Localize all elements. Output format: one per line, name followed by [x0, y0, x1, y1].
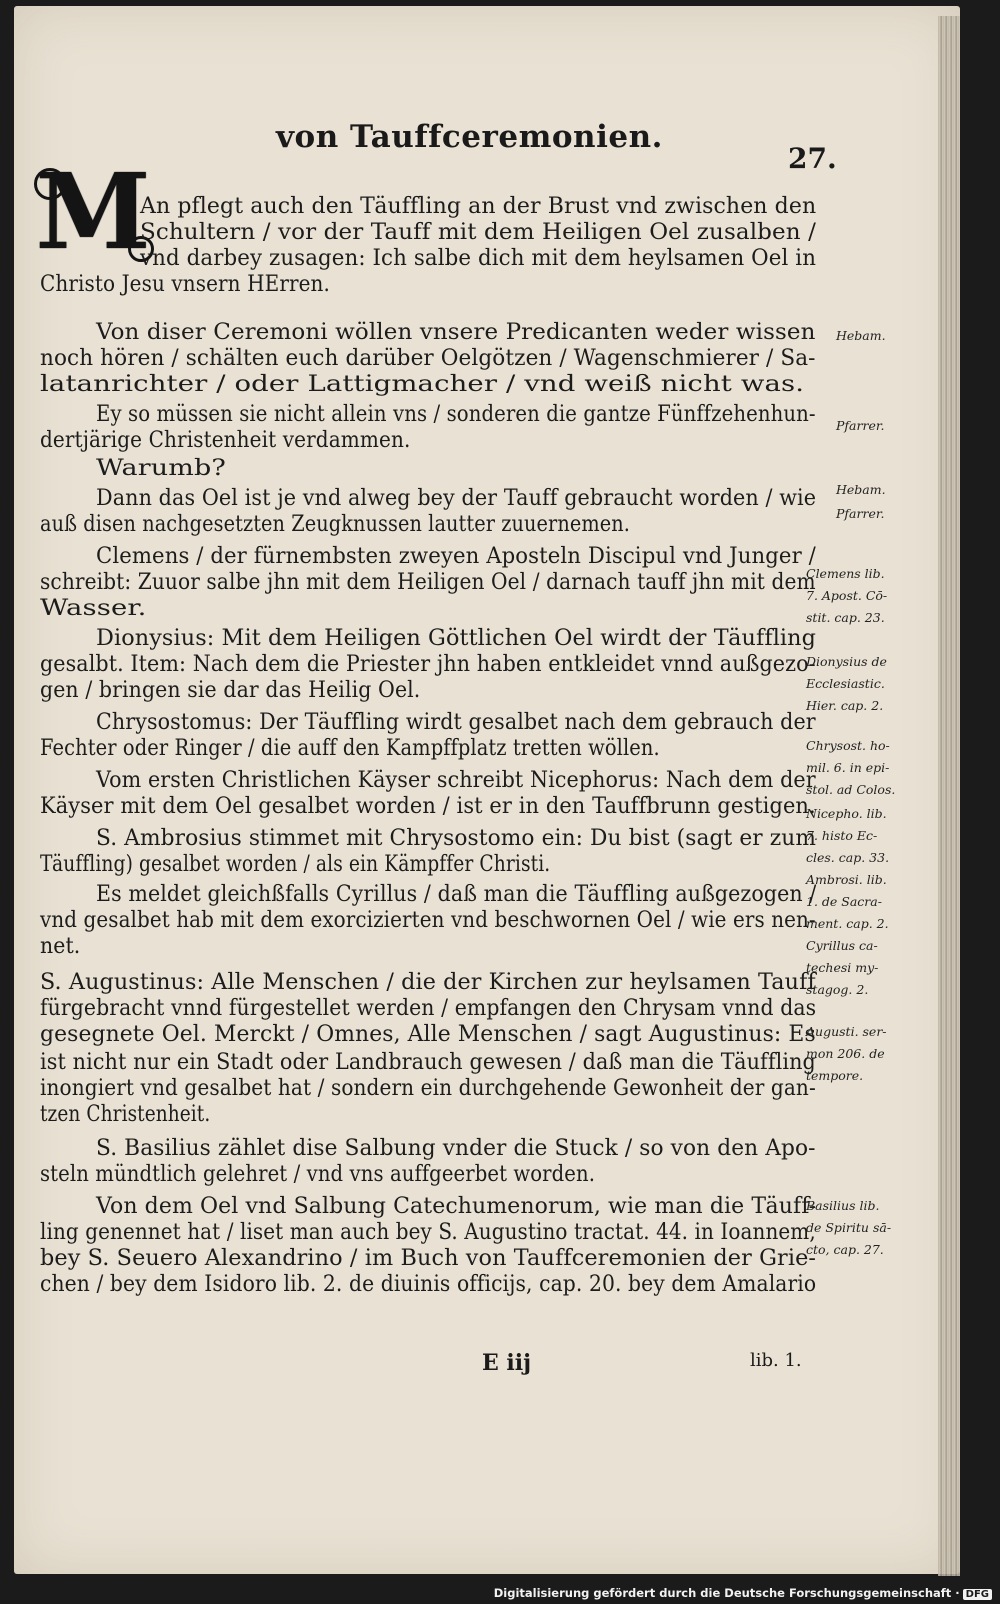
text-line: Von dem Oel vnd Salbung Catechumenorum, wie man die Täuff-	[96, 1194, 817, 1219]
margin-note: Augusti. ser-	[806, 1024, 887, 1039]
margin-note: stol. ad Colos.	[806, 782, 896, 797]
text-line: S. Basilius zählet dise Salbung vnder die Stuck / so von den Apo-	[96, 1136, 816, 1161]
catchword: lib. 1.	[750, 1350, 802, 1371]
text-line: An pflegt auch den Täuffling an der Brust vnd zwischen den	[140, 194, 817, 219]
text-line: Käyser mit dem Oel gesalbet worden / ist er in den Tauffbrunn gestigen.	[40, 794, 816, 819]
margin-note: stit. cap. 23.	[806, 610, 885, 625]
margin-note: mil. 6. in epi-	[806, 760, 890, 775]
text-line: Schultern / vor der Tauff mit dem Heiligen Oel zusalben /	[140, 220, 816, 245]
margin-note: Cyrillus ca-	[806, 938, 878, 953]
text-line: Christo Jesu vnsern HErren.	[40, 272, 330, 297]
signature-mark: E iij	[482, 1350, 532, 1376]
text-line: Dann das Oel ist je vnd alweg bey der Tauff gebraucht worden / wie	[96, 486, 817, 511]
page-edge	[938, 16, 960, 1576]
margin-note: Ecclesiastic.	[806, 676, 885, 691]
text-line: vnd darbey zusagen: Ich salbe dich mit dem heylsamen Oel in	[140, 246, 817, 271]
margin-note: Pfarrer.	[836, 418, 885, 433]
text-line: Fechter oder Ringer / die auff den Kampffplatz tretten wöllen.	[40, 736, 660, 761]
text-line: steln mündtlich gelehret / vnd vns auffgeerbet worden.	[40, 1162, 596, 1187]
page-number: 27.	[788, 142, 837, 175]
text-line: vnd gesalbet hab mit dem exorcizierten vnd beschwornen Oel / wie ers nen-	[40, 908, 816, 933]
book-page	[14, 6, 960, 1574]
footer-credit	[494, 1586, 992, 1600]
text-line: ling genennet hat / liset man auch bey S. Augustino tractat. 44. in Ioannem,	[40, 1220, 816, 1245]
margin-note: Ambrosi. lib.	[806, 872, 887, 887]
margin-note: Chrysost. ho-	[806, 738, 890, 753]
text-line: Täuffling) gesalbet worden / als ein Kämpffer Christi.	[40, 852, 551, 877]
text-line: gen / bringen sie dar das Heilig Oel.	[40, 678, 421, 703]
margin-note: 7. Apost. Cō-	[806, 588, 888, 603]
text-line: Warumb?	[96, 456, 226, 481]
margin-note: Hebam.	[836, 482, 886, 497]
margin-note: techesi my-	[806, 960, 879, 975]
text-line: Clemens / der fürnembsten zweyen Aposteln Discipul vnd Junger /	[96, 544, 816, 569]
text-line: inongiert vnd gesalbet hat / sondern ein durchgehende Gewonheit der gan-	[40, 1076, 816, 1101]
text-line: S. Augustinus: Alle Menschen / die der Kirchen zur heylsamen Tauff	[40, 970, 816, 995]
margin-note: de Spiritu sā-	[806, 1220, 892, 1235]
margin-note: Clemens lib.	[806, 566, 885, 581]
text-line: Vom ersten Christlichen Käyser schreibt Nicephorus: Nach dem der	[96, 768, 816, 793]
margin-note: cto, cap. 27.	[806, 1242, 884, 1257]
text-line: auß disen nachgesetzten Zeugknussen lautter zuuernemen.	[40, 512, 630, 537]
decorated-initial: M	[35, 150, 151, 273]
dfg-logo: DFG	[963, 1589, 992, 1600]
text-line: Dionysius: Mit dem Heiligen Göttlichen Oel wirdt der Täuffling	[96, 626, 817, 651]
text-line: dertjärige Christenheit verdammen.	[40, 428, 411, 453]
text-line: latanrichter / oder Lattigmacher / vnd weiß nicht was.	[40, 372, 805, 397]
text-line: gesegnete Oel. Merckt / Omnes, Alle Menschen / sagt Augustinus: Es	[40, 1022, 816, 1047]
margin-note: tempore.	[806, 1068, 864, 1083]
margin-note: stagog. 2.	[806, 982, 869, 997]
text-line: tzen Christenheit.	[40, 1102, 211, 1127]
margin-note: mon 206. de	[806, 1046, 885, 1061]
text-line: Chrysostomus: Der Täuffling wirdt gesalbet nach dem gebrauch der	[96, 710, 816, 735]
text-line: schreibt: Zuuor salbe jhn mit dem Heiligen Oel / darnach tauff jhn mit dem	[40, 570, 816, 595]
margin-note: Nicepho. lib.	[806, 806, 887, 821]
margin-note: Pfarrer.	[836, 506, 885, 521]
text-line: bey S. Seuero Alexandrino / im Buch von Tauffceremonien der Grie-	[40, 1246, 817, 1271]
margin-note: Hebam.	[836, 328, 886, 343]
text-line: chen / bey dem Isidoro lib. 2. de diuinis officijs, cap. 20. bey dem Amalario	[40, 1272, 817, 1297]
footer-text: Digitalisierung gefördert durch die Deutsche Forschungsgemeinschaft ·	[493, 1586, 960, 1600]
text-line: Wasser.	[40, 596, 147, 621]
margin-note: Hier. cap. 2.	[806, 698, 884, 713]
margin-note: 1. de Sacra-	[806, 894, 882, 909]
text-line: Es meldet gleichßfalls Cyrillus / daß man die Täuffling außgezogen /	[96, 882, 817, 907]
margin-note: ment. cap. 2.	[806, 916, 889, 931]
margin-note: Dionysius de	[806, 654, 887, 669]
text-line: Von diser Ceremoni wöllen vnsere Predicanten weder wissen	[96, 320, 816, 345]
text-line: S. Ambrosius stimmet mit Chrysostomo ein: Du bist (sagt er zum	[96, 826, 817, 851]
text-line: Ey so müssen sie nicht allein vns / sonderen die gantze Fünffzehenhun-	[96, 402, 816, 427]
margin-note: 7. histo Ec-	[806, 828, 878, 843]
text-line: gesalbt. Item: Nach dem die Priester jhn haben entkleidet vnnd außgezo-	[40, 652, 816, 677]
text-line: ist nicht nur ein Stadt oder Landbrauch gewesen / daß man die Täuffling	[40, 1050, 816, 1075]
text-line: net.	[40, 934, 81, 959]
margin-note: Basilius lib.	[806, 1198, 880, 1213]
running-head-title: von Tauffceremonien.	[276, 119, 663, 155]
text-line: fürgebracht vnnd fürgestellet werden / empfangen den Chrysam vnnd das	[40, 996, 817, 1021]
margin-note: cles. cap. 33.	[806, 850, 890, 865]
text-line: noch hören / schälten euch darüber Oelgötzen / Wagenschmierer / Sa-	[40, 346, 816, 371]
